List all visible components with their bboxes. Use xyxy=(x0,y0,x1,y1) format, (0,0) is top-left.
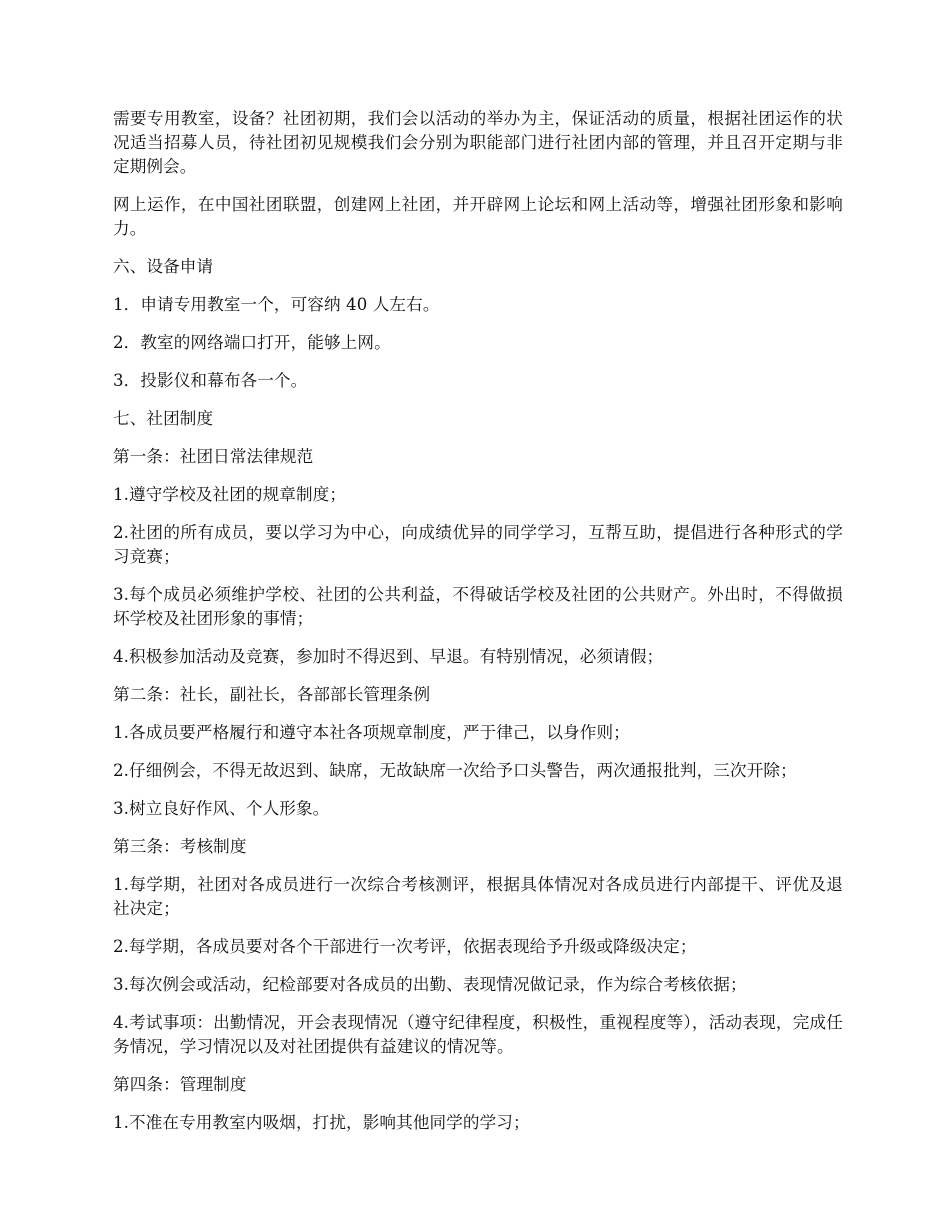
list-item: 3.树立良好作风、个人形象。 xyxy=(113,799,330,818)
article-heading-1: 第一条：社团日常法律规范 xyxy=(113,447,314,466)
list-item: 1.不准在专用教室内吸烟，打扰，影响其他同学的学习； xyxy=(113,1113,530,1132)
section-heading-equipment: 六、设备申请 xyxy=(113,257,214,276)
article-heading-2: 第二条：社长，副社长，各部部长管理条例 xyxy=(113,685,431,704)
list-item: 2．教室的网络端口打开，能够上网。 xyxy=(113,333,391,352)
list-item: 1.遵守学校及社团的规章制度； xyxy=(113,485,347,504)
list-item: 2.仔细例会，不得无故迟到、缺席，无故缺席一次给予口头警告，两次通报批判，三次开除； xyxy=(113,761,797,780)
list-item: 2.每学期，各成员要对各个干部进行一次考评，依据表现给予升级或降级决定； xyxy=(113,937,697,956)
list-item: 3．投影仪和幕布各一个。 xyxy=(113,371,308,390)
list-item: 3.每次例会或活动，纪检部要对各成员的出勤、表现情况做记录，作为综合考核依据； xyxy=(113,975,747,994)
list-item: 2.社团的所有成员，要以学习为中心，向成绩优异的同学学习，互帮互助，提倡进行各种形式的学习竞赛； xyxy=(113,523,843,566)
article-heading-3: 第三条：考核制度 xyxy=(113,837,247,856)
paragraph-online-operation: 网上运作，在中国社团联盟，创建网上社团，并开辟网上论坛和网上活动等，增强社团形象和影响力。 xyxy=(113,195,843,238)
section-heading-rules: 七、社团制度 xyxy=(113,409,214,428)
list-item: 4.积极参加活动及竞赛，参加时不得迟到、早退。有特别情况，必须请假； xyxy=(113,647,664,666)
list-item: 4.考试事项：出勤情况，开会表现情况（遵守纪律程度，积极性，重视程度等），活动表现，完成任务情况，学习情况以及对社团提供有益建议的情况等。 xyxy=(113,1013,843,1056)
document-page xyxy=(113,107,843,1149)
list-item: 1．申请专用教室一个，可容纳 40 人左右。 xyxy=(113,295,440,314)
paragraph-intro-classroom: 需要专用教室，设备？社团初期，我们会以活动的举办为主，保证活动的质量，根据社团运作的状况适当招募人员，待社团初见规模我们会分别为职能部门进行社团内部的管理，并且召开定期与非定期例会。 xyxy=(113,109,843,176)
list-item: 1.每学期，社团对各成员进行一次综合考核测评，根据具体情况对各成员进行内部提干、评优及退社决定； xyxy=(113,875,843,918)
list-item: 3.每个成员必须维护学校、社团的公共利益，不得破话学校及社团的公共财产。外出时，不得做损坏学校及社团形象的事情； xyxy=(113,585,843,628)
article-heading-4: 第四条：管理制度 xyxy=(113,1075,247,1094)
list-item: 1.各成员要严格履行和遵守本社各项规章制度，严于律己，以身作则； xyxy=(113,723,630,742)
